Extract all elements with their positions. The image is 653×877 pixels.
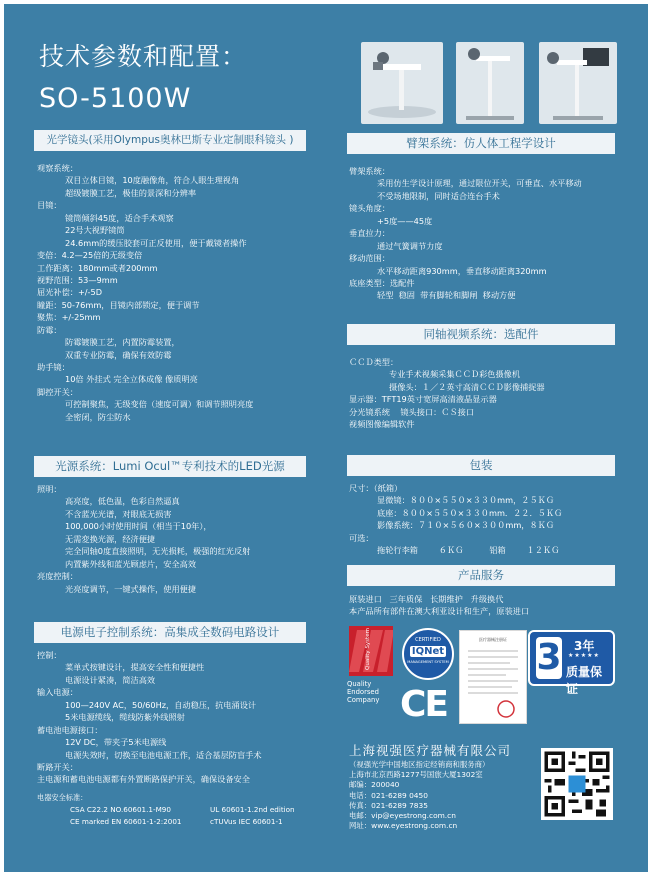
spec-line: 瞳距：50-76mm，目镜内部锁定，便于调节 bbox=[37, 299, 200, 310]
spec-line: 助手镜： bbox=[37, 362, 70, 372]
video-section-title: 同轴视频系统：选配件 bbox=[347, 324, 615, 345]
spec-line: 主电源和蓄电池电源都有外置断路保护开关，确保设备安全 bbox=[37, 774, 250, 785]
spec-line: 专业手术视频采集ＣＣＤ彩色摄像机 bbox=[389, 369, 521, 380]
safety-standard-row bbox=[70, 817, 330, 829]
model-number: SO-5100W bbox=[39, 83, 192, 114]
spec-line: 电源设计紧凑，简洁高效 bbox=[65, 674, 156, 685]
spec-line: 通过气簧调节力度 bbox=[377, 240, 443, 251]
spec-line: 可选： bbox=[349, 532, 374, 543]
contact-line: 电话：021-6289 0450 bbox=[349, 790, 428, 800]
page-title: 技术参数和配置： bbox=[39, 42, 248, 71]
spec-line: 5米电源缆线，缆线防紫外线照射 bbox=[65, 712, 185, 723]
iqnet-label: IQNet bbox=[411, 646, 445, 657]
safety-standard: CE marked EN 60601-1-2:2001 bbox=[70, 817, 182, 827]
safety-standards-list bbox=[70, 805, 330, 830]
spec-line: 视野范围：53—9mm bbox=[37, 274, 118, 285]
spec-line: 分光镜系统 镜头接口：ＣＳ接口 bbox=[349, 406, 475, 417]
spec-line: 镜头角度： bbox=[349, 203, 390, 214]
spec-line: 垂直拉力： bbox=[349, 228, 390, 239]
spec-line: 蓄电池电源接口： bbox=[37, 724, 103, 735]
video-spec-list bbox=[349, 356, 644, 431]
spec-line: 双重专业防霉，确保有效防霉 bbox=[65, 349, 172, 360]
service-list bbox=[349, 593, 644, 618]
spec-line: 移动范围： bbox=[349, 253, 390, 264]
spec-line: 采用仿生学设计原理，通过限位开关，可垂直、水平移动 bbox=[377, 178, 582, 189]
star-rating-icon: ★★★★★ bbox=[568, 652, 600, 659]
spec-line: 原装进口 三年质保 长期维护 升级换代 bbox=[349, 594, 504, 604]
ce-mark: CE bbox=[400, 684, 448, 725]
spec-line: 屈光补偿：+/-5D bbox=[37, 287, 103, 298]
contact-line: （视强光学中国地区指定经销商和服务商） bbox=[349, 760, 490, 769]
spec-line: 防霉镀膜工艺，内置防霉装置， bbox=[65, 337, 180, 348]
spec-line: 完全同轴0度直接照明，无光损耗，极强的红光反射 bbox=[65, 546, 251, 557]
brochure-page bbox=[4, 4, 648, 872]
spec-line: 24.6mm的缓压胶套可正反使用，便于戴镜者操作 bbox=[65, 237, 247, 248]
contact-line: 电邮：vip@eyestrong.com.cn bbox=[349, 811, 456, 821]
warranty-years: 3年 bbox=[574, 639, 595, 653]
light-spec-list bbox=[37, 483, 327, 595]
spec-line: 镜筒倾斜45度，适合手术观察 bbox=[65, 212, 174, 223]
spec-line: 聚焦：+/-25mm bbox=[37, 312, 101, 323]
quality-system-badge bbox=[349, 626, 393, 676]
spec-line: 底座类型：选配件 bbox=[349, 277, 415, 288]
certificate-text-lines-icon bbox=[460, 643, 526, 723]
microscope-video-icon bbox=[539, 42, 617, 124]
spec-line: ＣＣＤ类型： bbox=[349, 357, 399, 367]
spec-line: 10倍 外挂式 完全立体成像 像质明亮 bbox=[65, 374, 198, 385]
spec-line: 观察系统： bbox=[37, 163, 78, 173]
qr-code-icon bbox=[541, 748, 613, 820]
spec-line: 影像系统：７１０×５６０×３００mm，８ＫＧ bbox=[377, 520, 555, 531]
spec-line: 光亮度调节，一键式操作，使用便捷 bbox=[65, 583, 197, 594]
spec-line: 菜单式按键设计，提高安全性和便捷性 bbox=[65, 662, 205, 673]
spec-line: 内置紫外线和蓝光顾虑片，安全高效 bbox=[65, 558, 197, 569]
safety-standard: UL 60601-1.2nd edition bbox=[210, 805, 295, 814]
safety-standard-row bbox=[70, 805, 330, 817]
spec-line: 变倍：4.2—25倍的无级变倍 bbox=[37, 250, 143, 261]
spec-line: 12V DC，带夹子5米电源线 bbox=[65, 737, 167, 748]
spec-line: 22号大视野镜筒 bbox=[65, 225, 125, 236]
certificate-document bbox=[459, 630, 527, 724]
quality-endorsed-label: Quality Endorsed Company bbox=[347, 680, 380, 704]
spec-line: 断路开关： bbox=[37, 761, 78, 772]
power-spec-list bbox=[37, 649, 337, 786]
spec-line: +5度——45度 bbox=[377, 215, 433, 226]
spec-line: 防霉： bbox=[37, 324, 62, 335]
microscope-table-icon bbox=[361, 42, 443, 124]
certified-label: CERTIFIED bbox=[415, 637, 441, 643]
qr-code bbox=[541, 748, 613, 820]
spec-line: 双目立体目镜，10度融像角，符合人眼生理视角 bbox=[65, 175, 240, 186]
safety-standard: CSA C22.2 NO.60601.1-M90 bbox=[70, 805, 171, 814]
warranty-number: 3 bbox=[536, 637, 562, 678]
warranty-badge bbox=[528, 630, 615, 696]
power-section-title: 电源电子控制系统：高集成全数码电路设计 bbox=[34, 622, 306, 643]
spec-line: 脚控开关： bbox=[37, 386, 78, 397]
spec-line: 100—240V AC，50/60Hz，自动稳压，抗电涌设计 bbox=[65, 699, 257, 710]
quality-system-label: Quality System bbox=[364, 628, 371, 670]
contact-line: 网址：www.eyestrong.com.cn bbox=[349, 821, 458, 831]
spec-line: 水平移动距离930mm，垂直移动距离320mm bbox=[377, 265, 547, 276]
service-section-title: 产品服务 bbox=[347, 565, 615, 586]
spec-line: 尺寸：（纸箱） bbox=[349, 483, 403, 493]
contact-line: 传真：021-6289 7835 bbox=[349, 800, 428, 810]
package-spec-list bbox=[349, 482, 644, 557]
spec-line: 电源失效时，切换至电池电源工作，适合基层防盲手术 bbox=[65, 749, 262, 760]
spec-line: 照明： bbox=[37, 484, 62, 494]
safety-standards-label: 电器安全标准： bbox=[37, 793, 88, 802]
contact-line: 邮编：200040 bbox=[349, 780, 400, 790]
spec-line: 不含蓝光光谱，对眼底无损害 bbox=[65, 508, 172, 519]
company-contact bbox=[349, 760, 489, 831]
optics-section-title: 光学镜头(采用Olympus奥林巴斯专业定制眼科镜头 ) bbox=[34, 130, 306, 151]
spec-line: 显微镜：８００×５５０×３３０mm，２５ＫＧ bbox=[377, 495, 555, 506]
warranty-label: 质量保证 bbox=[566, 665, 603, 696]
spec-line: 超级镀膜工艺，极佳的景深和分辨率 bbox=[65, 187, 197, 198]
spec-line: 显示器：TFT19英寸宽屏高清液晶显示器 bbox=[349, 394, 497, 405]
optics-spec-list bbox=[37, 162, 327, 423]
spec-line: 全密闭，防尘防水 bbox=[65, 411, 131, 422]
arm-spec-list bbox=[349, 165, 644, 302]
spec-line: 100,000小时使用时间（相当于10年）， bbox=[65, 521, 212, 532]
microscope-photo-1 bbox=[361, 42, 443, 124]
spec-line: 轻型 稳固 带有脚轮和脚闸 移动方便 bbox=[377, 290, 516, 301]
iqnet-badge bbox=[402, 628, 454, 680]
spec-line: 不受场地限制，同时适合连台手术 bbox=[377, 190, 500, 201]
spec-line: 本产品所有部件在澳大利亚设计和生产，原装进口 bbox=[349, 606, 530, 617]
spec-line: 无需変换光源，经济便捷 bbox=[65, 533, 156, 544]
spec-line: 视频图像编辑软件 bbox=[349, 419, 415, 430]
quality-stripes-icon bbox=[349, 626, 393, 676]
spec-line: 臂架系统： bbox=[349, 166, 390, 176]
spec-line: 可控制聚焦，无级变倍（速度可调）和调节照明亮度 bbox=[65, 399, 254, 410]
spec-line: 高亮度，低色温，色彩自然逼真 bbox=[65, 496, 180, 507]
spec-line: 拖轮行李箱 ６ＫＧ 铝箱 １２ＫＧ bbox=[377, 545, 560, 556]
spec-line: 目镜： bbox=[37, 200, 62, 211]
light-section-title: 光源系统：Lumi Ocul™专利技术的LED光源 bbox=[34, 456, 306, 477]
microscope-photo-2 bbox=[456, 42, 524, 124]
arm-section-title: 臂架系统：仿人体工程学设计 bbox=[347, 133, 615, 154]
microscope-stand-icon bbox=[456, 42, 524, 124]
management-system-label: MANAGEMENT SYSTEM bbox=[407, 660, 449, 664]
spec-line: 工作距离：180mm或者200mm bbox=[37, 262, 158, 273]
spec-line: 亮度控制： bbox=[37, 571, 78, 582]
spec-line: 底座：８００×５５０×３３０mm．２２．５ＫＧ bbox=[377, 507, 563, 518]
certificate-title: 医疗器械注册证 bbox=[479, 637, 507, 642]
package-section-title: 包装 bbox=[347, 455, 615, 476]
company-name: 上海视强医疗器械有限公司 bbox=[349, 743, 512, 758]
safety-standard: cTUVus IEC 60601-1 bbox=[210, 817, 283, 827]
spec-line: 摄像头：１／２英寸高清ＣＣＤ影像捕捉器 bbox=[389, 381, 545, 392]
spec-line: 控制： bbox=[37, 650, 62, 660]
contact-line: 上海市北京西路1277号国旅大厦1302室 bbox=[349, 770, 483, 780]
spec-line: 输入电源： bbox=[37, 687, 78, 698]
microscope-photo-3 bbox=[539, 42, 617, 124]
